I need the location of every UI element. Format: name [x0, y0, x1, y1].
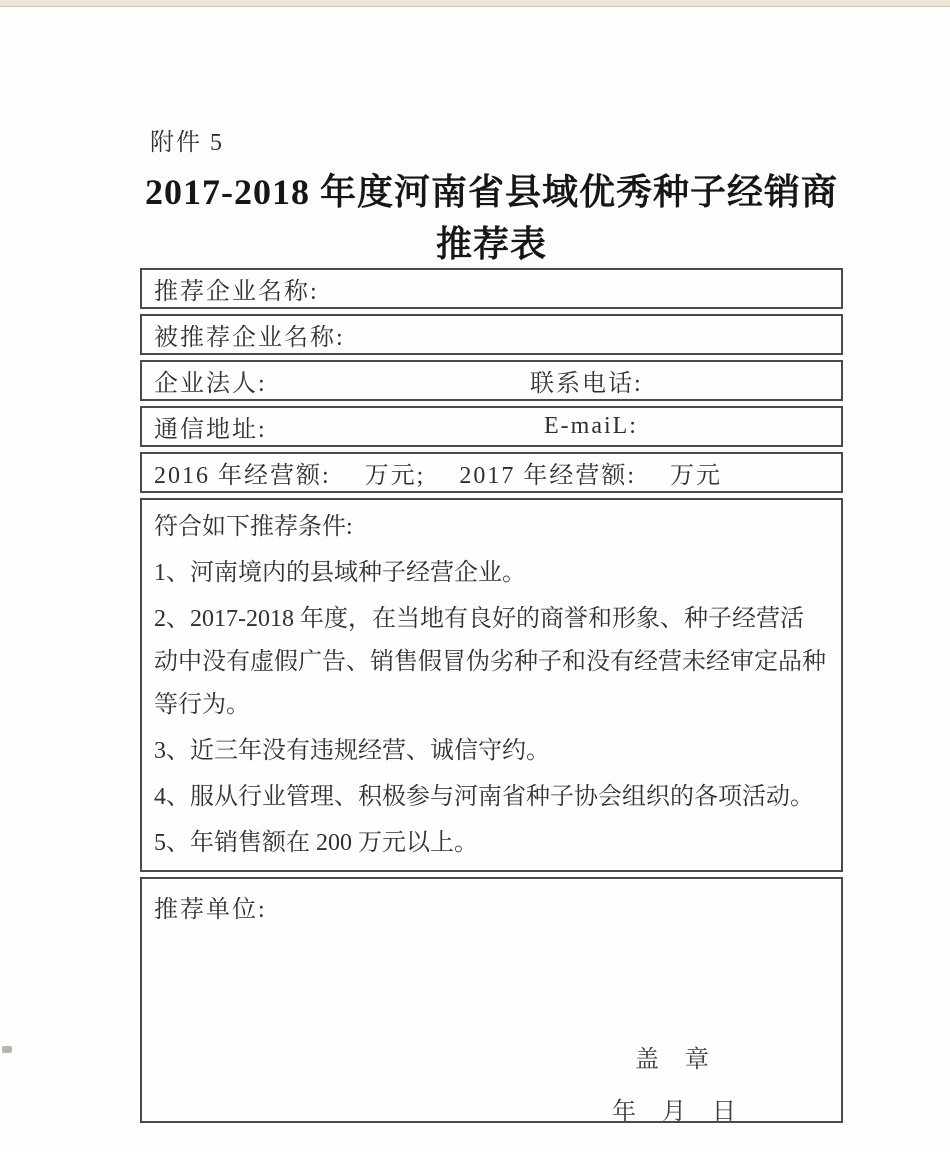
row-legal-person-phone [140, 360, 843, 401]
conditions-block [140, 498, 843, 872]
condition-item-2: 2、2017-2018 年度，在当地有良好的商誉和形象、种子经营活动中没有虚假广告、销售假冒伪劣种子和没有经营未经审定品种等行为。 [154, 606, 826, 718]
annual-revenue-label: 2016 年经营额: 万元; 2017 年经营额: 万元 [154, 463, 723, 489]
condition-item-3: 3、近三年没有违规经营、诚信守约。 [154, 738, 550, 764]
mailing-address-label: 通信地址: [154, 417, 267, 443]
row-address-email [140, 406, 843, 447]
row-recommending-enterprise [140, 268, 843, 309]
row-recommended-enterprise [140, 314, 843, 355]
scan-edge-artifact [0, 0, 950, 7]
recommended-enterprise-label: 被推荐企业名称: [154, 325, 345, 351]
recommending-enterprise-label: 推荐企业名称: [154, 279, 319, 305]
condition-item-1: 1、河南境内的县域种子经营企业。 [154, 560, 526, 586]
recommending-unit-label: 推荐单位: [154, 897, 267, 923]
attachment-label: 附件 5 [150, 130, 224, 156]
form-title-line1: 2017-2018 年度河南省县域优秀种子经销商 [145, 172, 838, 212]
form-title-line2: 推荐表 [435, 224, 547, 264]
recommending-unit-block [140, 877, 843, 1123]
condition-item-4: 4、服从行业管理、积极参与河南省种子协会组织的各项活动。 [154, 784, 814, 810]
conditions-heading: 符合如下推荐条件: [154, 514, 353, 540]
stamp-label: 盖 章 [635, 1047, 710, 1073]
form-title [140, 166, 843, 270]
date-label: 年 月 日 [612, 1099, 737, 1125]
email-label: E-maiL: [544, 413, 638, 439]
legal-person-label: 企业法人: [154, 371, 267, 397]
condition-item-5: 5、年销售额在 200 万元以上。 [154, 830, 478, 856]
contact-phone-label: 联系电话: [530, 371, 643, 397]
scan-speck [2, 1046, 12, 1053]
form-table [140, 268, 843, 1128]
row-annual-revenue [140, 452, 843, 493]
